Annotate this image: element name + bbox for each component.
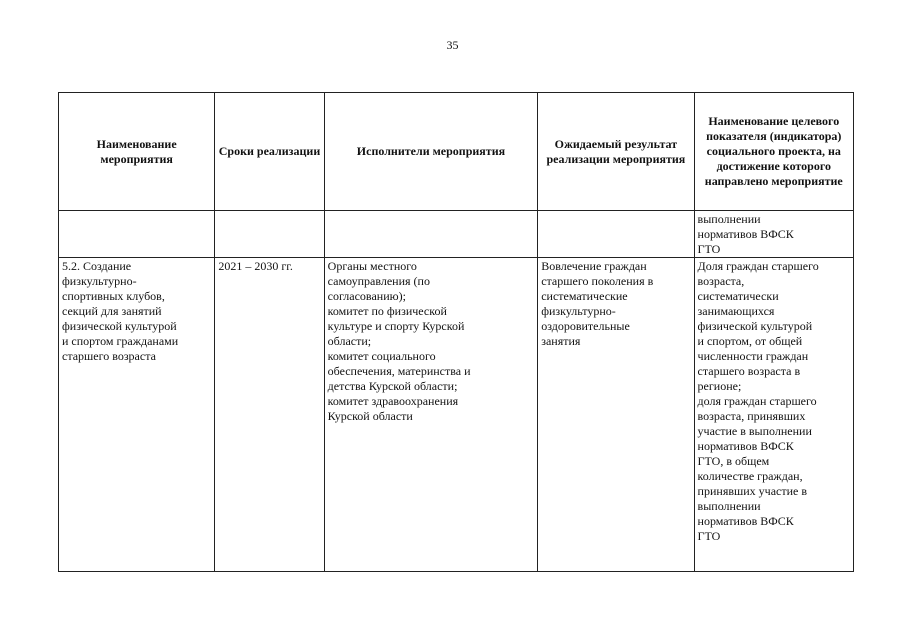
executors-line: самоуправления (по xyxy=(327,274,430,288)
cell-indicator xyxy=(694,258,853,572)
executors-line: комитет здравоохранения xyxy=(327,394,459,408)
executors-line: Курской области xyxy=(327,409,413,423)
executors-line: культуре и спорту Курской xyxy=(327,319,465,333)
executors-line: согласованию); xyxy=(327,289,406,303)
cell-measure-name xyxy=(59,258,215,572)
cell-expected-result xyxy=(538,258,694,572)
cont-indicator-line: ГТО xyxy=(697,242,721,256)
indicator-line: ГТО xyxy=(697,529,721,543)
result-line: физкультурно- xyxy=(541,304,616,318)
table-row-5-2 xyxy=(59,258,854,572)
header-period: Сроки реализации xyxy=(215,93,324,211)
cont-indicator-line: выполнении xyxy=(697,212,761,226)
indicator-line: нормативов ВФСК xyxy=(697,514,794,528)
header-indicator: Наименование целевого показателя (индикатора) социального проекта, на достижение которого направлено мероприятие xyxy=(694,93,853,211)
result-line: старшего поколения в xyxy=(541,274,654,288)
measure-name-line: 5.2. Создание xyxy=(62,259,132,273)
measure-name-line: старшего возраста xyxy=(62,349,156,363)
indicator-line: количестве граждан, xyxy=(697,469,803,483)
indicator-line: нормативов ВФСК xyxy=(697,439,794,453)
indicator-line: систематически xyxy=(697,289,779,303)
period-text: 2021 – 2030 гг. xyxy=(218,259,293,273)
indicator-line: занимающихся xyxy=(697,304,775,318)
result-line: Вовлечение граждан xyxy=(541,259,647,273)
executors-line: детства Курской области; xyxy=(327,379,458,393)
indicator-line: физической культурой xyxy=(697,319,813,333)
indicator-line: выполнении xyxy=(697,499,761,513)
indicator-line: возраста, xyxy=(697,274,745,288)
cont-cell-1 xyxy=(59,211,215,258)
table-header-row xyxy=(59,93,854,211)
header-measure-name: Наименование мероприятия xyxy=(59,93,215,211)
measure-name-line: и спортом гражданами xyxy=(62,334,179,348)
indicator-line: возраста, принявших xyxy=(697,409,806,423)
measure-name-line: секций для занятий xyxy=(62,304,162,318)
indicator-line: участие в выполнении xyxy=(697,424,812,438)
indicator-line: принявших участие в xyxy=(697,484,808,498)
cont-cell-indicator xyxy=(694,211,853,258)
cell-period xyxy=(215,258,324,572)
cont-cell-4 xyxy=(538,211,694,258)
measure-name-line: спортивных клубов, xyxy=(62,289,165,303)
indicator-line: и спортом, от общей xyxy=(697,334,803,348)
page-number: 35 xyxy=(446,38,459,52)
indicator-line: численности граждан xyxy=(697,349,809,363)
indicator-line: старшего возраста в xyxy=(697,364,801,378)
indicator-line: доля граждан старшего xyxy=(697,394,817,408)
measure-name-line: физической культурой xyxy=(62,319,177,333)
cont-cell-3 xyxy=(324,211,538,258)
indicator-line: ГТО, в общем xyxy=(697,454,770,468)
cell-executors xyxy=(324,258,538,572)
executors-line: комитет социального xyxy=(327,349,436,363)
result-line: систематические xyxy=(541,289,628,303)
header-expected-result: Ожидаемый результат реализации мероприятия xyxy=(538,93,694,211)
executors-line: Органы местного xyxy=(327,259,417,273)
executors-line: обеспечения, материнства и xyxy=(327,364,471,378)
indicator-line: Доля граждан старшего xyxy=(697,259,819,273)
indicator-line: регионе; xyxy=(697,379,742,393)
table-row-continuation xyxy=(59,211,854,258)
cont-cell-2 xyxy=(215,211,324,258)
executors-line: комитет по физической xyxy=(327,304,447,318)
measure-name-line: физкультурно- xyxy=(62,274,137,288)
measures-table xyxy=(58,92,854,572)
cont-indicator-line: нормативов ВФСК xyxy=(697,227,794,241)
result-line: занятия xyxy=(541,334,581,348)
result-line: оздоровительные xyxy=(541,319,630,333)
executors-line: области; xyxy=(327,334,372,348)
header-executors: Исполнители мероприятия xyxy=(324,93,538,211)
